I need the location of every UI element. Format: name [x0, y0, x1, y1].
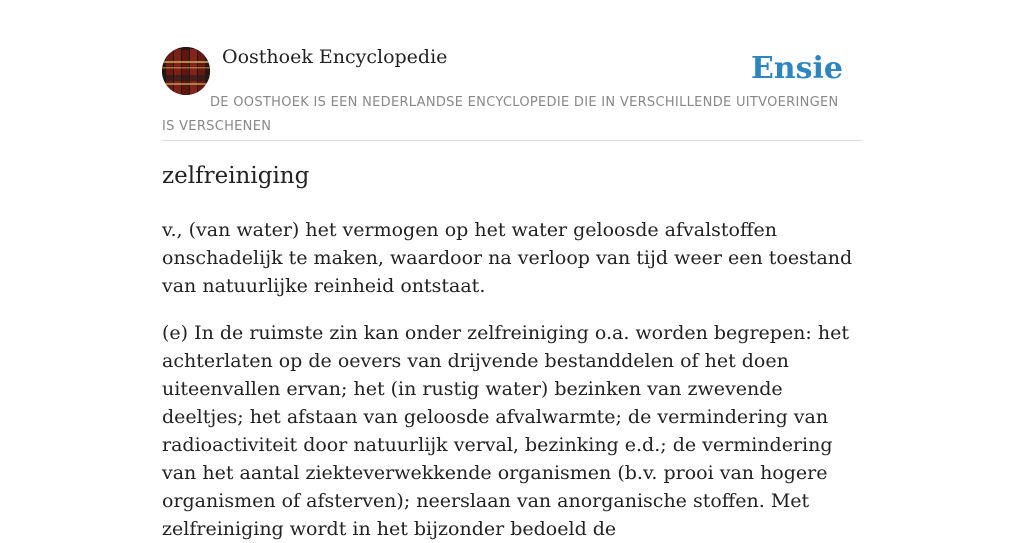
site-title[interactable]: Oosthoek Encyclopedie	[222, 46, 448, 68]
page	[162, 0, 862, 540]
entry-paragraph: (e) In de ruimste zin kan onder zelfreiniging o.a. worden begrepen: het achterlaten op de oevers van drijvende bestanddelen of het doen uiteenvallen ervan; het (in rustig water) bezinken van zwevende deeltjes; het afstaan van geloosde afvalwarmte; de vermindering van radioactiviteit door natuurlijk verval, bezinking e.d.; de vermindering van het aantal ziekteverwekkende organismen (b.v. prooi van hogere organismen of afsterven); neerslaan van anorganische stoffen. Met zelfreiniging wordt in het bijzonder bedoeld de	[162, 322, 849, 540]
header	[162, 0, 862, 141]
brand-logo[interactable]: Ensie	[750, 51, 843, 86]
entry-title: zelfreiniging	[162, 163, 310, 189]
site-tagline: DE OOSTHOEK IS EEN NEDERLANDSE ENCYCLOPEDIE DIE IN VERSCHILLENDE UITVOERINGEN IS VERSCHENEN	[162, 95, 839, 134]
book-spines-icon[interactable]	[162, 47, 210, 95]
entry-paragraph: v., (van water) het vermogen op het water geloosde afvalstoffen onschadelijk te maken, waardoor na verloop van tijd weer een toestand van natuurlijke reinheid ontstaat.	[162, 219, 853, 297]
